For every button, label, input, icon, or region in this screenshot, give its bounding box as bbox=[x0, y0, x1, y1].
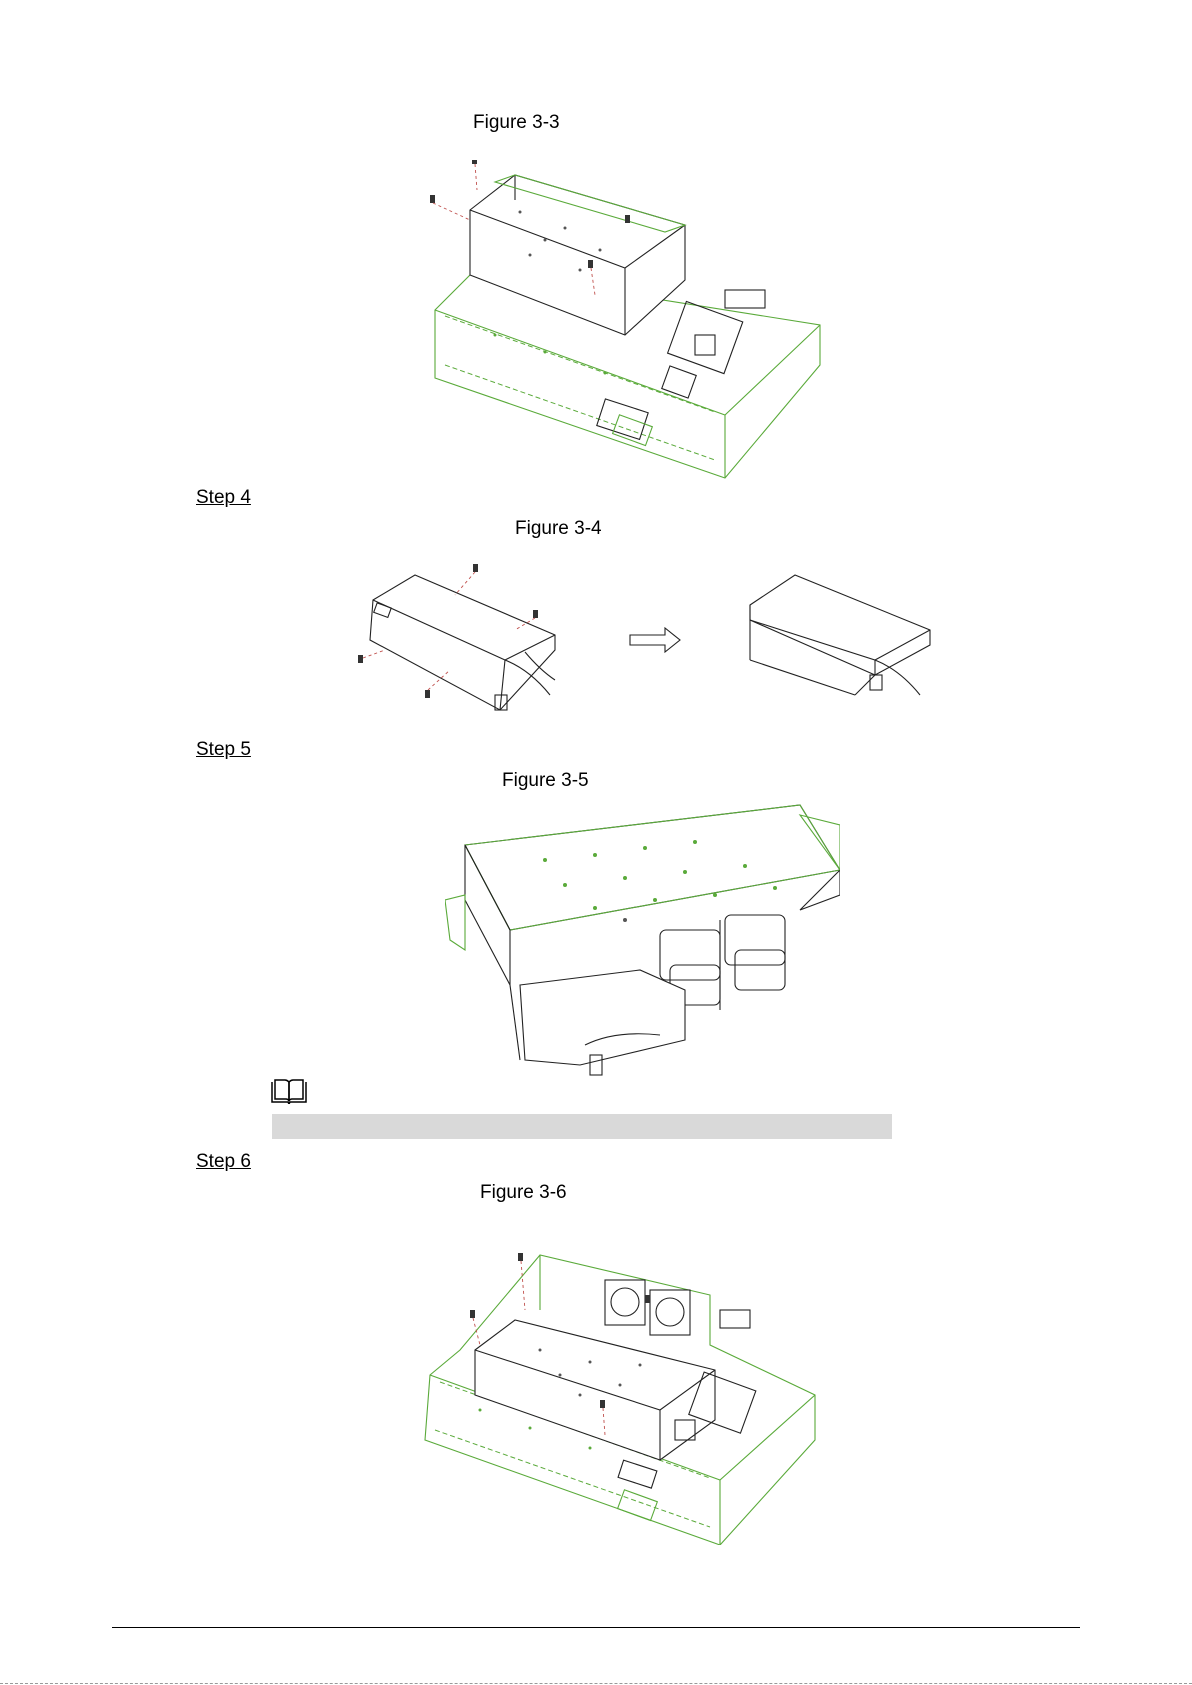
figure-caption: Figure 3-4 bbox=[515, 518, 602, 539]
page-bottom-rule bbox=[0, 1683, 1192, 1684]
step-label: Step 6 bbox=[196, 1151, 251, 1172]
figure-3-4-image bbox=[355, 560, 935, 720]
book-icon bbox=[270, 1078, 308, 1104]
figure-3-6-image bbox=[420, 1250, 865, 1545]
step-label: Step 5 bbox=[196, 739, 251, 760]
step-label: Step 4 bbox=[196, 487, 251, 508]
figure-caption: Figure 3-6 bbox=[480, 1182, 567, 1203]
figure-3-5-image bbox=[445, 800, 840, 1080]
note-bar bbox=[272, 1114, 892, 1139]
figure-caption: Figure 3-5 bbox=[502, 770, 589, 791]
figure-3-3-image bbox=[425, 160, 870, 480]
figure-caption: Figure 3-3 bbox=[473, 112, 560, 133]
footer-rule bbox=[112, 1627, 1080, 1628]
